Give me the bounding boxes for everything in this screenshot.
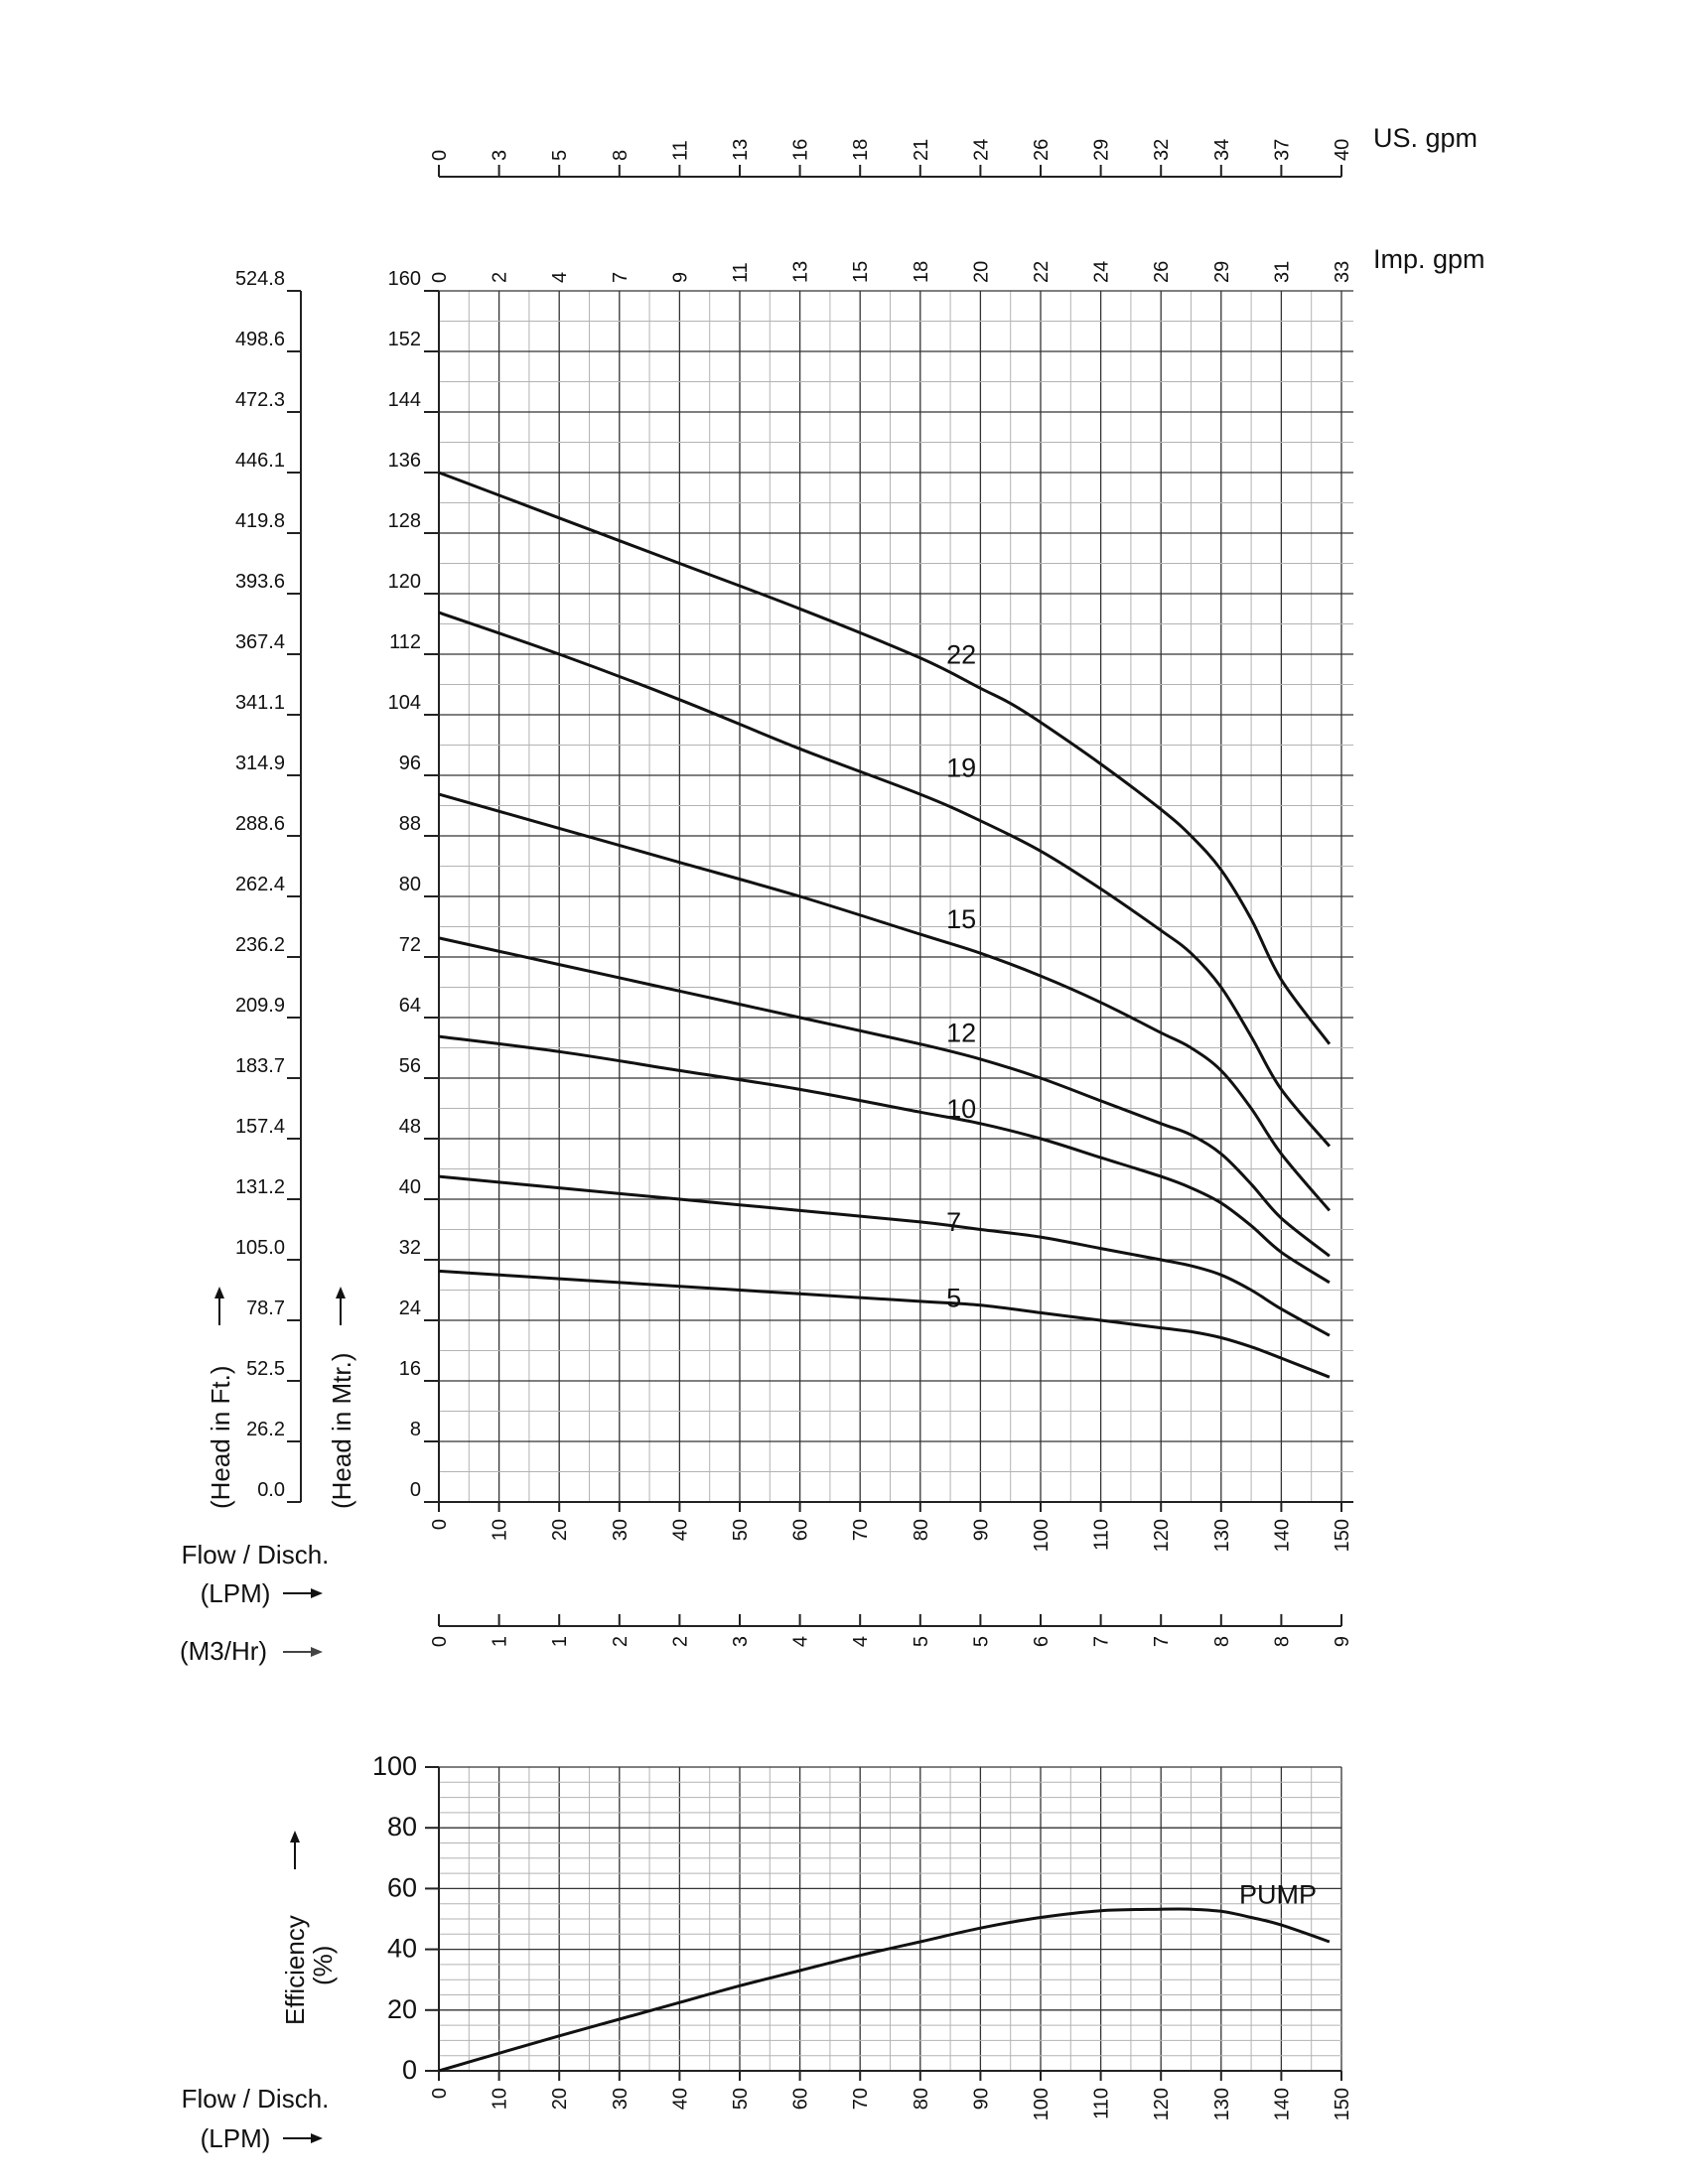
- head-x-tick-label: 80: [910, 1519, 932, 1542]
- imp-gpm-label: Imp. gpm: [1373, 244, 1485, 274]
- imp-gpm-tick-label: 20: [970, 260, 993, 283]
- curve-label-7: 7: [946, 1207, 962, 1238]
- eff-x-tick-label: 150: [1332, 2088, 1353, 2121]
- us-gpm-tick-label: 13: [730, 138, 752, 161]
- head-m-tick-label: 128: [387, 510, 421, 532]
- top-unit-axes: [429, 139, 1353, 177]
- head-ft-tick-label: 78.7: [246, 1297, 285, 1319]
- m3hr-tick-label: 8: [1271, 1636, 1294, 1648]
- imp-gpm-tick-label: 24: [1090, 260, 1113, 283]
- head-x-tick-label: 110: [1090, 1519, 1113, 1551]
- head-ft-tick-label: 341.1: [234, 692, 285, 714]
- head-x-tick-label: 100: [1031, 1519, 1053, 1553]
- eff-curve-label: PUMP: [1238, 1879, 1317, 1910]
- head-m-tick-label: 56: [398, 1055, 421, 1077]
- head-ft-tick-label: 288.6: [234, 813, 285, 835]
- head-m-tick-label: 96: [398, 752, 421, 774]
- head-ft-tick-label: 524.8: [234, 268, 285, 290]
- imp-gpm-tick-label: 0: [429, 271, 451, 283]
- head-ft-tick-label: 262.4: [234, 874, 285, 895]
- head-m-tick-label: 120: [387, 571, 421, 593]
- us-gpm-tick-label: 29: [1090, 138, 1113, 161]
- head-x-tick-label: 140: [1271, 1519, 1294, 1553]
- head-ft-tick-label: 209.9: [234, 995, 285, 1017]
- head-m-tick-label: 144: [387, 389, 421, 411]
- head-m-tick-label: 72: [398, 934, 421, 956]
- eff-x-tick-label: 40: [669, 2088, 692, 2111]
- head-curve-12: [439, 938, 1330, 1256]
- head-x-tick-label: 20: [549, 1519, 572, 1542]
- eff-x-tick-label: 60: [789, 2088, 812, 2111]
- eff-curve-pump: [439, 1909, 1330, 2071]
- efficiency-chart-axes: [372, 1751, 1353, 2120]
- imp-gpm-tick-label: 13: [789, 260, 812, 283]
- head-x-tick-label: 90: [970, 1519, 993, 1542]
- head-ft-tick-label: 183.7: [234, 1055, 285, 1077]
- head-m-tick-label: 48: [398, 1116, 421, 1138]
- eff-x-tick-label: 0: [429, 2088, 451, 2100]
- eff-x-tick-label: 20: [549, 2088, 572, 2111]
- m3hr-right-arrow: [283, 1647, 323, 1657]
- curve-label-19: 19: [946, 752, 977, 783]
- head-ft-tick-label: 498.6: [234, 329, 285, 350]
- head-curve-15: [439, 794, 1330, 1210]
- head-m-tick-label: 80: [398, 874, 421, 895]
- us-gpm-tick-label: 18: [850, 138, 873, 161]
- eff-x-tick-label: 120: [1151, 2088, 1174, 2121]
- head-ft-tick-label: 446.1: [234, 450, 285, 472]
- imp-gpm-tick-label: 31: [1271, 260, 1294, 283]
- head-ft-tick-label: 157.4: [234, 1116, 285, 1138]
- head-m-tick-label: 40: [398, 1176, 421, 1198]
- head-curve-19: [439, 613, 1330, 1147]
- imp-gpm-tick-label: 33: [1332, 260, 1353, 283]
- head-x-tick-label: 120: [1151, 1519, 1174, 1553]
- imp-gpm-tick-label: 26: [1151, 260, 1174, 283]
- us-gpm-tick-label: 40: [1332, 138, 1353, 161]
- head-m-up-arrow: [336, 1287, 346, 1325]
- head-ft-tick-label: 236.2: [234, 934, 285, 956]
- head-m-tick-label: 32: [398, 1237, 421, 1259]
- m3hr-tick-label: 1: [549, 1636, 572, 1648]
- m3hr-tick-label: 7: [1151, 1636, 1174, 1648]
- eff-x-tick-label: 140: [1271, 2088, 1294, 2121]
- eff-x-tick-label: 80: [910, 2088, 932, 2111]
- m3hr-tick-label: 8: [1210, 1636, 1233, 1648]
- head-m-tick-label: 112: [389, 631, 421, 653]
- eff-x-tick-label: 90: [970, 2088, 993, 2111]
- head-m-tick-label: 160: [387, 268, 421, 290]
- us-gpm-label: US. gpm: [1373, 123, 1478, 153]
- eff-x-tick-label: 30: [609, 2088, 632, 2111]
- head-curve-10: [439, 1036, 1330, 1283]
- eff-x-tick-label: 70: [850, 2088, 873, 2111]
- head-x-tick-label: 150: [1332, 1519, 1353, 1553]
- head-m-tick-label: 136: [387, 450, 421, 472]
- lpm-right-arrow: [283, 1588, 323, 1598]
- imp-gpm-tick-label: 2: [489, 271, 511, 283]
- imp-gpm-tick-label: 7: [609, 271, 632, 283]
- head-m-tick-label: 64: [398, 995, 421, 1017]
- head-m-tick-label: 16: [398, 1358, 421, 1380]
- eff-y-tick-label: 0: [401, 2055, 417, 2085]
- us-gpm-tick-label: 24: [970, 138, 993, 161]
- head-ft-tick-label: 367.4: [234, 631, 285, 653]
- head-chart-grid: [429, 291, 1353, 1512]
- m3hr-tick-label: 6: [1031, 1636, 1053, 1648]
- us-gpm-tick-label: 32: [1151, 138, 1174, 161]
- head-m-tick-label: 152: [387, 329, 421, 350]
- efficiency-curve: [439, 1880, 1330, 2071]
- imp-gpm-tick-label: 18: [910, 260, 932, 283]
- m3hr-tick-label: 9: [1332, 1636, 1353, 1648]
- us-gpm-tick-label: 0: [429, 149, 451, 161]
- m3hr-tick-label: 4: [789, 1636, 812, 1648]
- curve-label-10: 10: [946, 1093, 977, 1124]
- efficiency-axis-title: Efficiency: [280, 1915, 310, 2025]
- us-gpm-tick-label: 34: [1210, 138, 1233, 161]
- eff-y-tick-label: 40: [386, 1933, 417, 1964]
- m3hr-tick-label: 5: [910, 1636, 932, 1648]
- head-ft-axis-title: (Head in Ft.): [206, 1365, 235, 1509]
- head-x-tick-label: 10: [489, 1519, 511, 1542]
- efficiency-axis-unit: (%): [308, 1945, 338, 1985]
- eff-flow-unit: (LPM): [200, 2123, 271, 2153]
- m3hr-tick-label: 7: [1090, 1636, 1113, 1648]
- head-ft-tick-label: 419.8: [234, 510, 285, 532]
- us-gpm-tick-label: 37: [1271, 138, 1294, 161]
- head-x-tick-label: 130: [1210, 1519, 1233, 1553]
- imp-gpm-tick-label: 9: [669, 271, 692, 283]
- head-x-tick-label: 60: [789, 1519, 812, 1542]
- head-x-tick-label: 50: [730, 1519, 752, 1542]
- head-flow-label: Flow / Disch.: [181, 1540, 330, 1570]
- eff-x-tick-label: 110: [1090, 2088, 1113, 2119]
- m3hr-axis: [429, 1614, 1353, 1647]
- imp-gpm-tick-label: 4: [549, 271, 572, 283]
- m3hr-label: (M3/Hr): [179, 1636, 268, 1666]
- eff-x-tick-label: 10: [489, 2088, 511, 2111]
- head-ft-tick-label: 472.3: [234, 389, 285, 411]
- m3hr-tick-label: 4: [850, 1636, 873, 1648]
- curve-label-22: 22: [946, 639, 977, 670]
- eff-flow-label: Flow / Disch.: [181, 2084, 330, 2114]
- m3hr-tick-label: 0: [429, 1636, 451, 1648]
- us-gpm-tick-label: 16: [789, 138, 812, 161]
- m3hr-tick-label: 1: [489, 1636, 511, 1648]
- eff-y-tick-label: 60: [386, 1872, 417, 1903]
- m3hr-tick-label: 2: [669, 1636, 692, 1648]
- us-gpm-tick-label: 3: [489, 149, 511, 161]
- m3hr-tick-label: 5: [970, 1636, 993, 1648]
- us-gpm-tick-label: 8: [609, 149, 632, 161]
- head-m-tick-label: 88: [398, 813, 421, 835]
- m3hr-tick-label: 3: [730, 1636, 752, 1648]
- head-ft-tick-label: 393.6: [234, 571, 285, 593]
- head-x-tick-label: 30: [609, 1519, 632, 1542]
- head-ft-up-arrow: [214, 1287, 224, 1325]
- us-gpm-tick-label: 26: [1031, 138, 1053, 161]
- head-chart-axes: [235, 261, 1353, 1553]
- head-ft-tick-label: 105.0: [234, 1237, 285, 1259]
- head-m-axis-title: (Head in Mtr.): [327, 1352, 356, 1509]
- m3hr-tick-label: 2: [609, 1636, 632, 1648]
- eff-y-tick-label: 20: [386, 1993, 417, 2024]
- head-curves: [439, 473, 1330, 1377]
- curve-label-15: 15: [946, 904, 977, 935]
- imp-gpm-tick-label: 22: [1031, 260, 1053, 283]
- us-gpm-tick-label: 5: [549, 149, 572, 161]
- head-curve-5: [439, 1271, 1330, 1377]
- head-x-tick-label: 40: [669, 1519, 692, 1542]
- head-x-tick-label: 0: [429, 1519, 451, 1531]
- head-m-tick-label: 8: [409, 1419, 421, 1440]
- curve-label-5: 5: [946, 1283, 962, 1313]
- eff-y-tick-label: 80: [386, 1812, 417, 1843]
- head-ft-tick-label: 26.2: [246, 1419, 285, 1440]
- imp-gpm-tick-label: 15: [850, 260, 873, 283]
- head-ft-tick-label: 52.5: [246, 1358, 285, 1380]
- head-x-tick-label: 70: [850, 1519, 873, 1542]
- eff-x-tick-label: 130: [1210, 2088, 1233, 2121]
- head-m-tick-label: 0: [409, 1479, 421, 1501]
- eff-up-arrow: [290, 1831, 300, 1869]
- eff-lpm-right-arrow: [283, 2133, 323, 2143]
- imp-gpm-tick-label: 11: [730, 262, 752, 283]
- curve-label-12: 12: [946, 1018, 977, 1048]
- us-gpm-tick-label: 21: [910, 138, 932, 161]
- head-m-tick-label: 104: [387, 692, 421, 714]
- head-ft-tick-label: 0.0: [257, 1479, 285, 1501]
- head-flow-unit: (LPM): [200, 1578, 271, 1608]
- head-ft-tick-label: 131.2: [234, 1176, 285, 1198]
- us-gpm-tick-label: 11: [669, 140, 692, 161]
- imp-gpm-tick-label: 29: [1210, 260, 1233, 283]
- eff-y-tick-label: 100: [371, 1751, 417, 1781]
- head-m-tick-label: 24: [398, 1297, 421, 1319]
- head-curve-7: [439, 1176, 1330, 1335]
- head-ft-tick-label: 314.9: [234, 752, 285, 774]
- eff-x-tick-label: 100: [1031, 2088, 1053, 2121]
- eff-x-tick-label: 50: [730, 2088, 752, 2111]
